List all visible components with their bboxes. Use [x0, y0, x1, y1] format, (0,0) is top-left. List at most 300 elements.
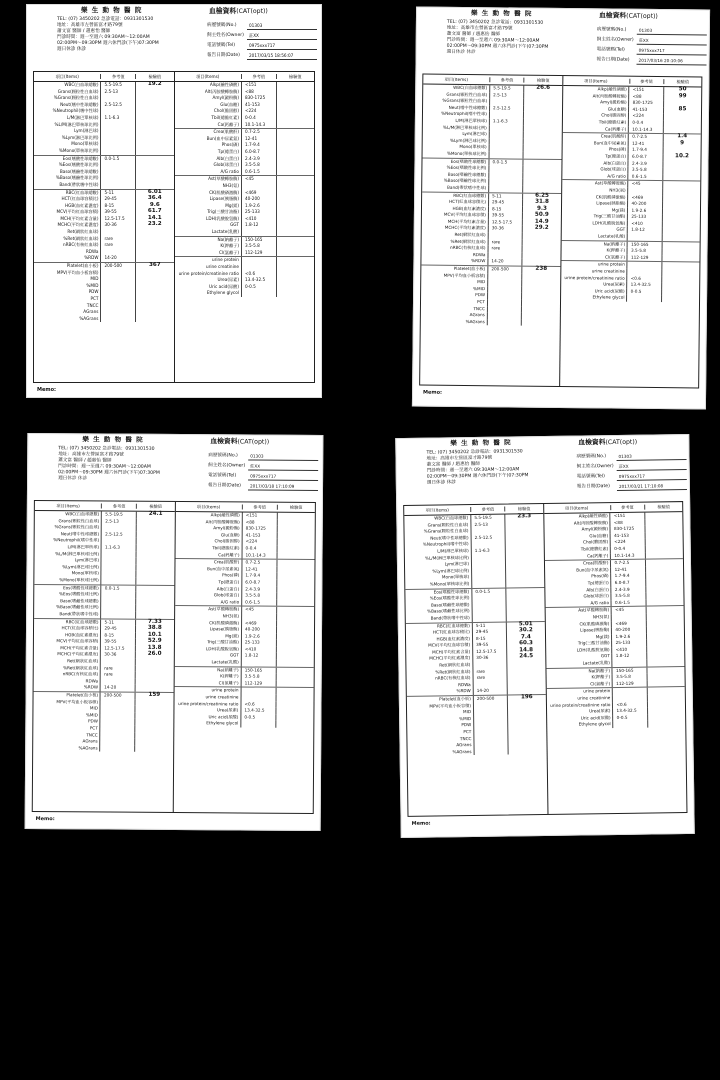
test-name: %Neutrophil(嗜中性球)	[53, 537, 100, 543]
test-value: 38.8	[135, 626, 173, 633]
reference-range: 1.7-9.4	[628, 147, 662, 154]
reference-range: <469	[241, 190, 276, 197]
test-name: %Ret(網狀紅血球)	[63, 664, 99, 671]
reference-range	[613, 721, 647, 728]
test-value: 14.9	[522, 219, 560, 226]
test-name: Ethylene glycol	[206, 720, 239, 726]
reference-range: 8-15	[100, 203, 135, 210]
table-row	[34, 236, 174, 243]
meta-label: 報告日期(Date)	[207, 53, 240, 58]
test-name: TNCC	[459, 735, 472, 741]
test-name: HCT(紅血球容積比)	[61, 625, 99, 631]
table-row	[34, 155, 174, 163]
memo-label: Memo:	[35, 816, 55, 823]
reference-range: 29-45	[100, 196, 135, 203]
test-name: %Mono(單核球比例)	[429, 580, 470, 587]
table-row	[34, 175, 174, 182]
table-row	[34, 82, 174, 89]
test-value	[134, 746, 172, 753]
test-name: %Ret(網狀紅血球)	[63, 235, 99, 241]
table-row	[34, 222, 174, 229]
test-name: urine protein	[211, 257, 239, 263]
test-value	[135, 141, 173, 148]
reference-range: rare	[472, 668, 506, 675]
table-row	[34, 283, 174, 290]
clinic-name: 樂 生 動 物 醫 院	[450, 438, 512, 448]
reference-range: rare	[473, 675, 507, 682]
test-name: HGB(血紅素濃度)	[436, 635, 471, 642]
test-name: Lactate(乳酸)	[211, 659, 239, 665]
test-value: 238	[522, 267, 560, 274]
meta-value: 2017/03/16 20:10:06	[637, 57, 707, 65]
results-table	[403, 501, 687, 817]
table-row	[175, 222, 315, 229]
test-value	[135, 316, 173, 323]
clinic-name: 樂 生 動 物 醫 院	[81, 6, 143, 14]
reference-range: 3.5-5.8	[241, 674, 276, 681]
header-value: 檢驗值	[276, 505, 314, 511]
table-row	[34, 316, 174, 323]
test-value	[135, 162, 173, 169]
test-name: Mg(鎂)	[611, 207, 626, 213]
reference-range: <45	[241, 607, 276, 614]
report-title-text: 血檢資料	[209, 7, 237, 15]
header-ref: 參考值	[470, 506, 504, 512]
table-row	[34, 102, 174, 109]
test-name: L/M(淋巴單核球)	[455, 117, 487, 124]
test-name: Tp(總蛋白)	[217, 148, 239, 154]
test-value	[135, 242, 173, 249]
test-value: 24.5	[507, 654, 545, 661]
reference-range: 0-0.4	[242, 545, 277, 552]
test-value	[276, 108, 314, 115]
test-name: Grans(顆粒性白血球)	[427, 521, 469, 528]
test-value	[276, 196, 314, 203]
meta-label: 電話號碼(Tel)	[207, 43, 236, 48]
memo-label: Memo:	[411, 820, 431, 827]
table-row	[175, 284, 315, 291]
test-name: LDH(乳酸脫氫酶)	[206, 215, 239, 221]
test-name: Neut(嗜中性球總數)	[448, 104, 488, 111]
test-name: %Mono(單核球比例)	[58, 147, 99, 153]
test-value	[135, 289, 173, 296]
test-name: A/G ratio	[607, 173, 626, 179]
test-name: %Lym(淋巴球比例)	[61, 134, 99, 140]
report-meta	[576, 451, 687, 493]
reference-range: 30-36	[472, 655, 506, 662]
test-name: RBC(紅血球總數)	[453, 192, 487, 198]
meta-row	[207, 41, 317, 51]
test-name: nRBC(有核紅血球)	[62, 671, 99, 677]
reference-range	[100, 296, 135, 303]
reference-range: 0.6-1.5	[628, 173, 662, 180]
reference-range: 0.7-2.5	[241, 129, 276, 136]
meta-value: 01303	[637, 27, 707, 35]
test-value: 26.0	[135, 652, 173, 659]
test-name: Tp(總蛋白)	[218, 579, 240, 585]
test-value	[276, 136, 314, 143]
reference-range: 6.0-8.7	[628, 154, 662, 161]
test-value	[521, 319, 559, 326]
reference-range: 0.0-1.5	[100, 156, 135, 163]
test-name: AGrans	[82, 738, 98, 744]
reference-range: 14-20	[473, 688, 507, 695]
table-row	[175, 175, 315, 183]
test-value	[276, 277, 314, 284]
contact-line: TEL: (07) 3450202 急診電話：0931301530	[446, 19, 544, 26]
reference-range: 150-165	[241, 237, 276, 244]
results-column	[33, 501, 175, 812]
test-name: %AGrans	[465, 318, 485, 324]
table-row	[34, 115, 174, 122]
test-value: 60.3	[506, 641, 544, 648]
test-name: Ca(鈣離子)	[587, 552, 609, 558]
test-name: urine creatinine	[577, 695, 611, 701]
contact-line: 門診時間：週一至週六 09:30AM～12:00AM	[57, 35, 150, 40]
test-name: Lipase(胰脂酶)	[209, 196, 239, 202]
reference-range: 1.8-12	[612, 653, 646, 660]
reference-range: 3.5-5.8	[628, 167, 662, 174]
reference-range	[100, 316, 135, 323]
test-name: HGB(血紅素濃度)	[64, 631, 99, 638]
test-value	[135, 283, 173, 290]
reference-range: 39-55	[488, 213, 522, 220]
reference-range	[100, 162, 135, 169]
reference-range	[100, 148, 135, 155]
table-row	[175, 216, 315, 223]
meta-label: 病歷號碼(No.)	[576, 454, 607, 460]
reference-range: 0.0-1.5	[101, 585, 136, 592]
meta-value: 01303	[248, 453, 318, 460]
reference-range: 2.5-12.5	[489, 105, 523, 112]
test-name: Ret(網狀紅血球)	[454, 231, 486, 238]
header-value: 檢驗值	[644, 504, 682, 510]
reference-range: <0.6	[612, 701, 646, 708]
reference-range	[100, 745, 135, 752]
test-name: Lym(淋巴球)	[74, 557, 99, 563]
test-name: PDW	[88, 289, 99, 295]
reference-range: rare	[488, 239, 522, 246]
test-name: Na(鈉離子)	[588, 667, 611, 674]
meta-label: 飼主姓名(Owner)	[208, 463, 246, 469]
table-row	[34, 242, 174, 249]
test-value: 30.2	[506, 628, 544, 635]
table-row	[175, 196, 315, 203]
test-name: MID	[90, 276, 99, 282]
test-name: Grans(顆粒性白血球)	[446, 91, 488, 97]
test-name: Alb(白蛋白)	[603, 159, 626, 166]
test-name: %RDW	[471, 258, 486, 264]
reference-range: <224	[610, 539, 644, 546]
test-name: Phos(磷)	[591, 573, 609, 579]
test-value	[647, 720, 685, 727]
test-name: Band(帶狀嗜中性球)	[59, 611, 99, 617]
test-value	[135, 122, 173, 129]
reference-range: 40-200	[627, 201, 661, 208]
reference-range: 200-500	[473, 696, 507, 703]
test-name: MCV(平均紅血球容積)	[56, 638, 99, 644]
reference-range: 12-41	[628, 140, 662, 147]
test-name: %Lym(淋巴球比例)	[449, 137, 487, 143]
reference-range	[100, 289, 135, 296]
test-name: urine creatinine	[205, 694, 239, 700]
test-name: Tbil(總膽紅素)	[598, 119, 627, 125]
contact-line: 02:00PM～09:30PM 週六休門診(下午)07:30PM	[426, 473, 529, 480]
test-value: 52.9	[135, 639, 173, 646]
reference-range: 2.5-13	[470, 521, 504, 528]
reference-range: 0.7-2.5	[628, 134, 662, 141]
test-name: RBC(紅血球總數)	[65, 189, 99, 195]
table-row	[175, 229, 315, 236]
reference-range: 12.5-17.5	[100, 645, 135, 652]
table-row	[33, 745, 173, 753]
meta-row	[208, 481, 318, 492]
reference-range	[100, 276, 135, 283]
reference-range: <0.6	[627, 275, 661, 282]
test-name: Lipase(胰脂酶)	[209, 626, 240, 632]
test-name: urine protein/creatinine ratio	[564, 274, 625, 281]
test-name: Platelet(血小板)	[439, 696, 471, 702]
reference-range: 5.5-19.5	[470, 515, 504, 522]
test-name: Alt(丙胺酸轉胺酶)	[204, 88, 239, 94]
test-name: HCT(紅血球容積比)	[61, 196, 99, 202]
test-value: 99	[663, 94, 701, 101]
test-name: Glob(球蛋白)	[213, 162, 239, 168]
table-row	[34, 262, 174, 270]
reference-range: 13.4-32.5	[613, 708, 647, 715]
test-name: GGT	[616, 227, 626, 233]
lab-report-sheet	[412, 6, 710, 409]
test-name: %RDW	[83, 684, 99, 690]
test-value	[276, 222, 314, 229]
table-row	[34, 303, 174, 310]
table-row	[34, 255, 174, 262]
table-row	[175, 290, 315, 297]
table-row	[175, 156, 315, 163]
contact-line: 02:00PM～09:30PM 週六休門診(下午)07:30PM	[58, 470, 160, 476]
test-value	[276, 149, 314, 156]
test-name: Baso(嗜鹼性球總數)	[59, 168, 99, 174]
meta-row	[577, 481, 687, 493]
reference-range: 8-15	[100, 632, 135, 639]
reference-range: 2.4-3.9	[241, 586, 276, 593]
table-row	[175, 128, 315, 136]
test-name: Grans(顆粒性白血球)	[57, 88, 99, 94]
table-row	[34, 249, 174, 256]
test-name: LDH(乳酸脫氫酶)	[576, 646, 610, 653]
meta-label: 病歷號碼(No.)	[596, 27, 627, 33]
test-value	[276, 264, 314, 271]
test-value	[135, 148, 173, 155]
test-name: RDWa	[85, 248, 99, 254]
test-value: 1.4	[663, 134, 701, 141]
test-value	[276, 176, 314, 183]
reference-range: 2.5-13	[101, 518, 136, 525]
reference-range: 0.6-1.5	[241, 169, 276, 176]
meta-value: 莊XX	[617, 463, 687, 471]
test-value	[135, 296, 173, 303]
test-name: PCT	[89, 725, 98, 731]
report-meta	[596, 25, 706, 66]
test-name: %AGrans	[79, 315, 99, 321]
test-name: %Ret(網狀紅血球)	[450, 238, 486, 244]
test-name: Bun(血中尿素氮)	[593, 140, 627, 146]
test-name: %Baso(嗜鹼性球比例)	[427, 608, 470, 614]
test-name: K(鉀離子)	[591, 674, 611, 680]
test-name: Alt(丙胺酸轉胺酶)	[573, 519, 608, 526]
results-column	[34, 72, 174, 382]
contact-line: TEL: (07) 3450202 急診電話：0931301530	[57, 17, 154, 22]
report-title-text: 血檢資料	[210, 437, 238, 446]
test-value	[135, 156, 173, 163]
reference-range: <88	[241, 89, 276, 96]
test-value: 9.6	[135, 203, 173, 210]
test-value	[276, 290, 314, 297]
test-value: 367	[135, 263, 173, 270]
test-name: PCT	[90, 296, 99, 301]
meta-row	[207, 21, 317, 31]
test-name: Urea(尿素)	[589, 708, 611, 714]
test-name: Mono(單核球)	[71, 570, 99, 576]
test-name: %Lym(淋巴球比例)	[432, 567, 470, 574]
test-name: PDW	[461, 722, 472, 728]
table-row	[175, 277, 315, 284]
report-header	[28, 434, 322, 502]
test-name: L/M(淋巴單核球)	[66, 114, 99, 120]
test-name: Crea(肌酸酐)	[600, 133, 627, 139]
test-name: %Eos(嗜酸性球比例)	[446, 164, 487, 171]
contact-line: 02:00PM～09:30PM 週六休門診(下午)07:30PM	[57, 41, 159, 46]
test-name: %Eos(嗜酸性球比例)	[58, 591, 99, 597]
table-row	[34, 270, 174, 277]
test-value: 7.4	[506, 635, 544, 642]
reference-range: 112-129	[241, 250, 276, 257]
reference-range: <224	[242, 539, 277, 546]
test-name: Cl(氯離子)	[590, 680, 611, 687]
test-name: Crea(肌酸酐)	[213, 129, 239, 135]
reference-range: 14-20	[100, 685, 135, 692]
test-name: Amyl(澱粉酶)	[581, 526, 609, 532]
report-subtitle: (CAT(opt))	[626, 12, 658, 21]
test-value	[135, 303, 173, 310]
test-value	[135, 255, 173, 262]
test-name: PCT	[476, 299, 486, 305]
test-value	[135, 169, 173, 176]
header-item: 項目(Items)	[55, 73, 79, 79]
test-value	[276, 284, 314, 291]
test-name: Lipase(胰脂酶)	[596, 200, 626, 206]
test-name: %MID	[459, 715, 472, 722]
test-value	[135, 309, 173, 316]
test-value: 196	[507, 695, 545, 702]
reference-range: 12-41	[241, 566, 276, 573]
header-ref: 參考值	[100, 74, 135, 79]
reference-range: <45	[611, 607, 645, 614]
test-name: Uric acid(尿酸)	[580, 714, 611, 721]
test-value: 61.7	[135, 209, 173, 216]
test-name: Ca(鈣離子)	[218, 551, 240, 558]
report-title-text: 血檢資料	[598, 11, 627, 20]
contact-line: 蕭文富 醫師 / 趙惠怡 醫師	[58, 458, 112, 464]
reference-range: 1.9-2.6	[627, 207, 661, 214]
reference-range	[100, 169, 135, 176]
reference-range: 14-20	[100, 255, 135, 262]
reference-range: 0.6-1.5	[611, 599, 645, 606]
header-value: 檢驗值	[505, 506, 543, 512]
table-row	[175, 271, 315, 278]
reference-range: 1.1-6.3	[489, 118, 523, 125]
test-name: Tp(總蛋白)	[587, 580, 609, 586]
meta-row	[596, 55, 706, 66]
test-name: %Grans(顆粒性白血球)	[442, 97, 488, 104]
meta-value: 0975xxx717	[247, 43, 317, 50]
test-value	[276, 169, 314, 176]
reference-range: 1.1-6.3	[471, 548, 505, 555]
reference-range: 41-153	[628, 106, 662, 113]
test-value	[135, 102, 173, 109]
table-row	[34, 289, 174, 296]
reference-range: 3.5-5.8	[241, 593, 276, 600]
meta-label: 病歷號碼(No.)	[208, 453, 238, 459]
test-name: %Mono(單核球比例)	[59, 577, 99, 583]
reference-range: 1.7-9.4	[611, 573, 645, 580]
test-name: Na(鈉離子)	[217, 236, 239, 242]
meta-value: 2017/03/15 18:56:07	[247, 53, 317, 60]
reference-range: 10.1-14.3	[628, 126, 662, 133]
reference-range: 2.4-3.9	[241, 156, 276, 163]
table-row	[34, 128, 174, 135]
test-value: 19.2	[135, 82, 173, 89]
test-name: K(鉀離子)	[220, 673, 239, 679]
test-name: NH3(氨)	[609, 187, 626, 193]
clinic-contact	[57, 17, 197, 53]
reference-range: 150-165	[612, 667, 646, 674]
reference-range: 112-129	[241, 680, 276, 687]
reference-range: <224	[628, 113, 662, 120]
test-name: Mono(單核球)	[71, 141, 99, 147]
contact-line: 02:00PM～09:30PM 週六休門診(下午)07:30PM	[446, 43, 549, 50]
reference-range: 8-15	[472, 635, 506, 642]
reference-range: 830-1725	[242, 526, 277, 533]
test-name: Amyl(澱粉酶)	[212, 95, 239, 101]
test-value: 31.8	[522, 200, 560, 207]
reference-range: 6.0-8.7	[241, 579, 276, 586]
table-row	[34, 95, 174, 102]
reference-range: 3.5-5.8	[627, 248, 661, 255]
test-name: WBC(白血球總數)	[65, 511, 100, 517]
table-row	[421, 318, 560, 326]
test-name: Ast(草酸轉胺酶)	[594, 180, 626, 186]
table-row	[34, 309, 174, 316]
test-name: A/G ratio	[220, 168, 239, 174]
test-name: Neut(嗜中性球總數)	[60, 101, 99, 107]
test-name: %Grans(顆粒性白血球)	[423, 528, 469, 534]
report-subtitle: (CAT(opt))	[237, 438, 270, 446]
test-value	[276, 229, 314, 236]
test-name: %Eos(嗜酸性球比例)	[429, 595, 470, 601]
test-name: urine creatinine	[591, 268, 625, 274]
test-value	[135, 249, 173, 256]
reference-range: 25-133	[627, 214, 661, 221]
table-row	[34, 169, 174, 176]
test-value: 159	[135, 693, 173, 700]
test-name: Ast(草酸轉胺酶)	[208, 176, 239, 182]
test-name: %Grans(顆粒性白血球)	[53, 95, 99, 101]
test-value	[276, 203, 314, 210]
test-value: 23.2	[135, 222, 173, 229]
contact-line: 地址：高雄市左營區富才路79號	[58, 452, 124, 458]
reference-range	[100, 135, 135, 142]
